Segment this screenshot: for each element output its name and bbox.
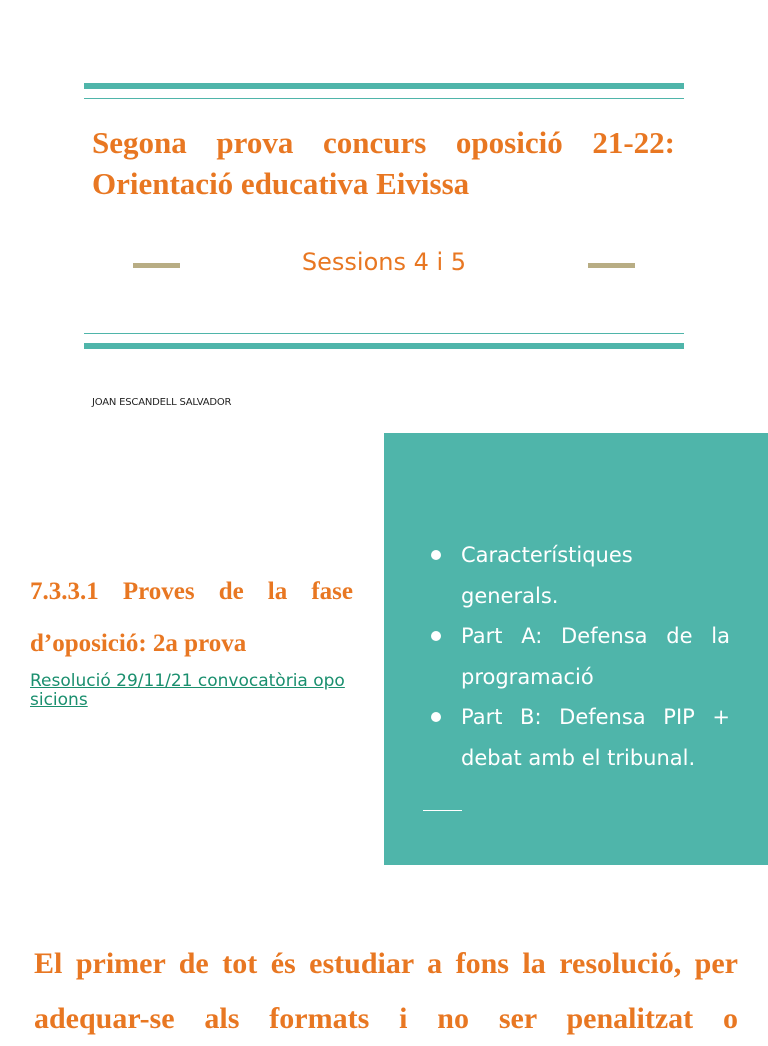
summary-bullet-list — [430, 535, 730, 778]
cover-top-rule-thick — [84, 83, 684, 89]
left-dash-decoration — [133, 263, 180, 268]
cover-title: Segona prova concurs oposició 21-22: Orientació educativa Eivissa — [92, 125, 675, 201]
bullet-text: Característiques generals. — [461, 543, 633, 608]
cover-bottom-rule-thick — [84, 343, 684, 349]
bullet-dot-icon — [431, 631, 441, 641]
cover-bottom-rule-thin — [84, 333, 684, 334]
cover-top-rule-thin — [84, 98, 684, 99]
bullet-dot-icon — [431, 550, 441, 560]
bullet-item-part-b — [430, 697, 730, 778]
panel-divider — [423, 810, 462, 811]
resolution-link[interactable]: Resolució 29/11/21 convocatòria oposicions — [30, 671, 345, 710]
author-name: JOAN ESCANDELL SALVADOR — [92, 397, 232, 408]
right-dash-decoration — [588, 263, 635, 268]
bullet-text: Part A: Defensa de la programació — [461, 624, 730, 689]
body-paragraph: El primer de tot és estudiar a fons la resolució, per adequar-se als formats i no ser penalitzat o — [34, 947, 738, 1035]
bullet-item-general — [430, 535, 730, 616]
section-heading: 7.3.3.1 Proves de la fase d’oposició: 2a prova — [30, 578, 353, 657]
bullet-dot-icon — [431, 712, 441, 722]
summary-panel — [384, 433, 768, 865]
bullet-item-part-a — [430, 616, 730, 697]
bullet-text: Part B: Defensa PIP + debat amb el tribunal. — [461, 705, 730, 770]
cover-subtitle: Sessions 4 i 5 — [301, 248, 467, 276]
